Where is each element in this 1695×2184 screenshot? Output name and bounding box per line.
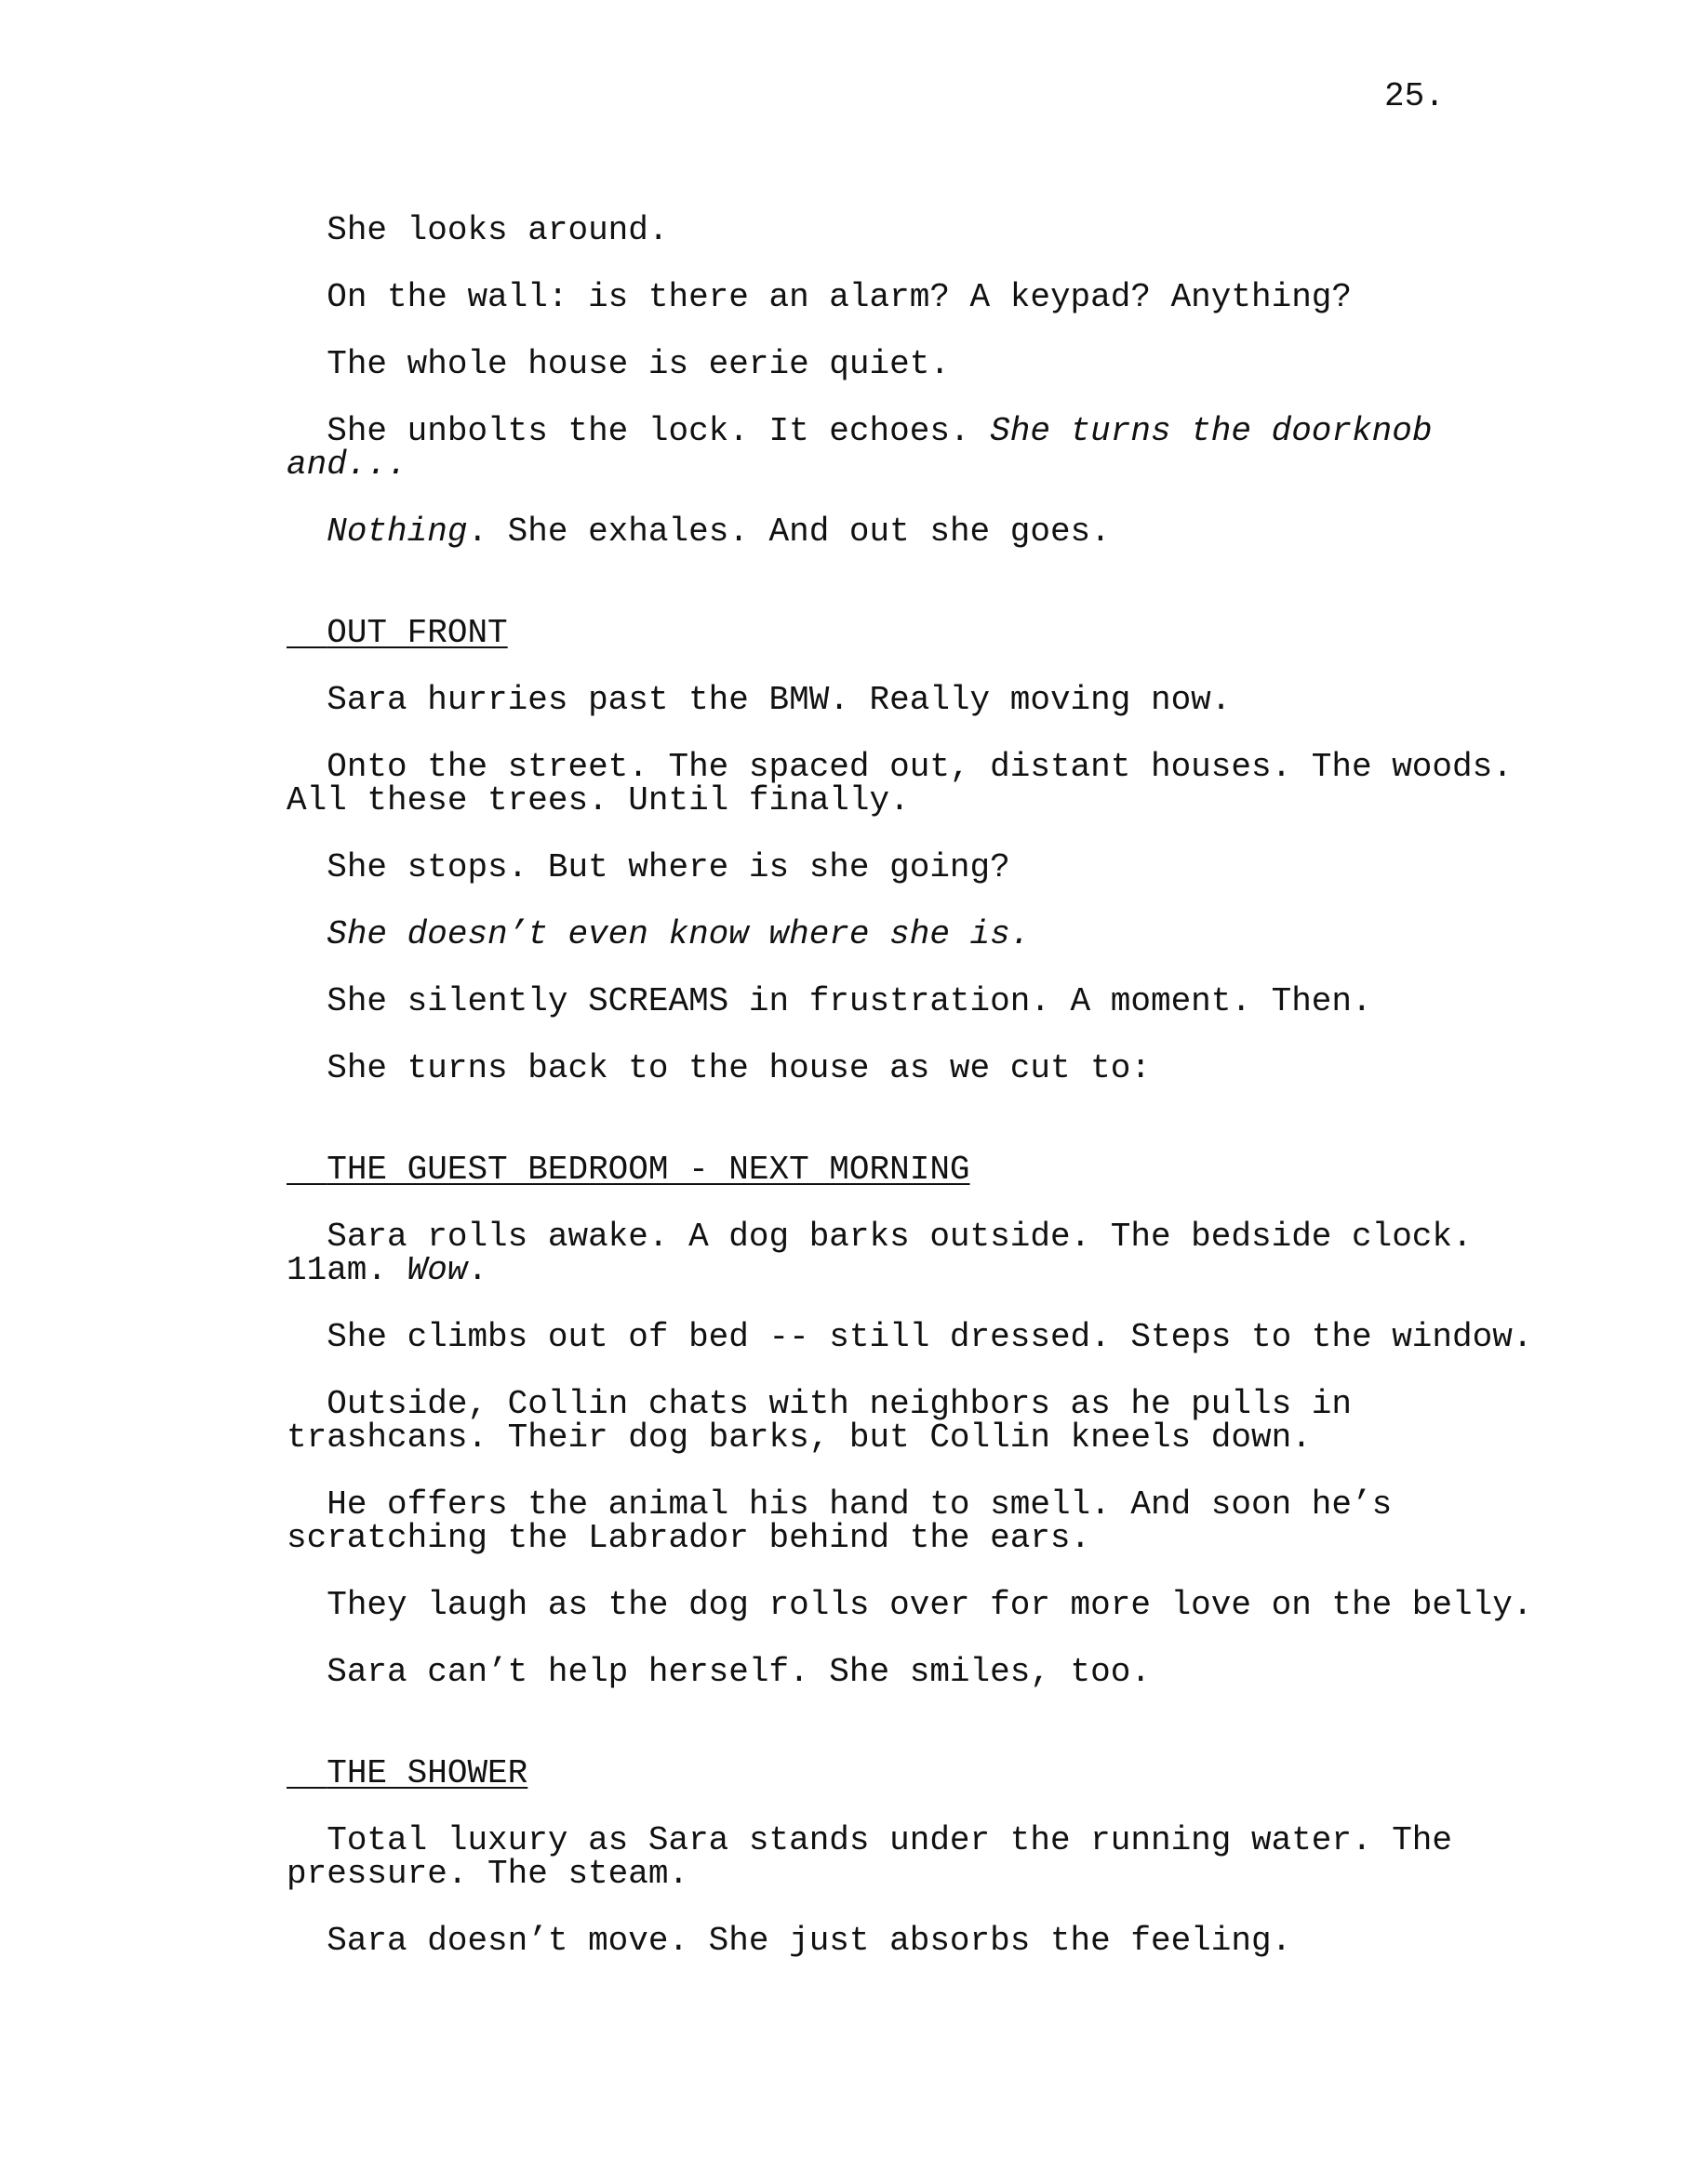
action-line — [287, 818, 1496, 885]
action-line — [287, 717, 1513, 819]
scene-heading — [287, 1724, 1496, 1791]
action-text: She turns back to the house as we cut to: — [327, 1049, 1151, 1087]
action-line — [287, 885, 1496, 952]
action-text: Sara rolls awake. A dog barks outside. The bedside clock. 11am. — [287, 1218, 1473, 1289]
action-text: She silently SCREAMS in frustration. A moment. Then. — [327, 982, 1372, 1020]
scene-heading-text: THE GUEST BEDROOM - NEXT MORNING — [327, 1151, 970, 1189]
action-text-italic: Nothing — [327, 513, 468, 551]
action-text-italic: She doesn’t even know where she is. — [327, 915, 1031, 953]
action-line — [287, 1622, 1496, 1689]
action-line — [287, 482, 1496, 549]
action-text: . She exhales. And out she goes. — [467, 513, 1111, 551]
action-text: Total luxury as Sara stands under the running water. The pressure. The steam. — [287, 1821, 1453, 1893]
action-line — [287, 1455, 1496, 1555]
action-line — [287, 314, 1496, 381]
action-line — [287, 180, 1496, 247]
action-text: She unbolts the lock. It echoes. — [327, 412, 991, 450]
action-line — [287, 381, 1496, 482]
action-text: Sara doesn’t move. She just absorbs the feeling. — [327, 1922, 1292, 1960]
action-line — [287, 1891, 1496, 1958]
action-line — [287, 1354, 1496, 1455]
action-text-italic: She turns the doorknob and... — [287, 412, 1433, 484]
action-text: Sara can’t help herself. She smiles, too. — [327, 1653, 1151, 1691]
scene-heading — [287, 583, 1496, 650]
action-text: They laugh as the dog rolls over for more love on the belly. — [327, 1586, 1533, 1624]
action-line — [287, 1287, 1533, 1356]
action-line — [287, 650, 1496, 717]
action-text-italic: Wow — [407, 1251, 468, 1289]
action-text: On the wall: is there an alarm? A keypad? Anything? — [327, 278, 1352, 316]
action-text: She stops. But where is she going? — [327, 848, 1010, 886]
action-line — [287, 1791, 1496, 1891]
action-text: She looks around. — [327, 211, 669, 249]
action-text: She climbs out of bed -- still dressed. Steps to the window. — [327, 1318, 1533, 1356]
action-line — [287, 247, 1496, 314]
action-line — [287, 1019, 1496, 1085]
page-number: 25. — [1384, 77, 1445, 115]
action-text: He offers the animal his hand to smell. And soon he’s scratching the Labrador behind the ears. — [287, 1485, 1393, 1557]
action-text: Outside, Collin chats with neighbors as he pulls in trashcans. Their dog barks, but Collin kneels down. — [287, 1385, 1352, 1457]
action-line — [287, 1187, 1496, 1287]
scene-heading-text: OUT FRONT — [327, 614, 508, 652]
action-line — [287, 1555, 1533, 1624]
scene-heading — [287, 1120, 1496, 1187]
action-text: Onto the street. The spaced out, distant houses. The woods. All these trees. Until finally. — [287, 748, 1513, 819]
action-text: The whole house is eerie quiet. — [327, 345, 950, 383]
action-text: Sara hurries past the BMW. Really moving now. — [327, 681, 1232, 719]
scene-heading-text: THE SHOWER — [327, 1754, 528, 1792]
action-line — [287, 952, 1496, 1019]
action-text: . — [467, 1251, 488, 1289]
